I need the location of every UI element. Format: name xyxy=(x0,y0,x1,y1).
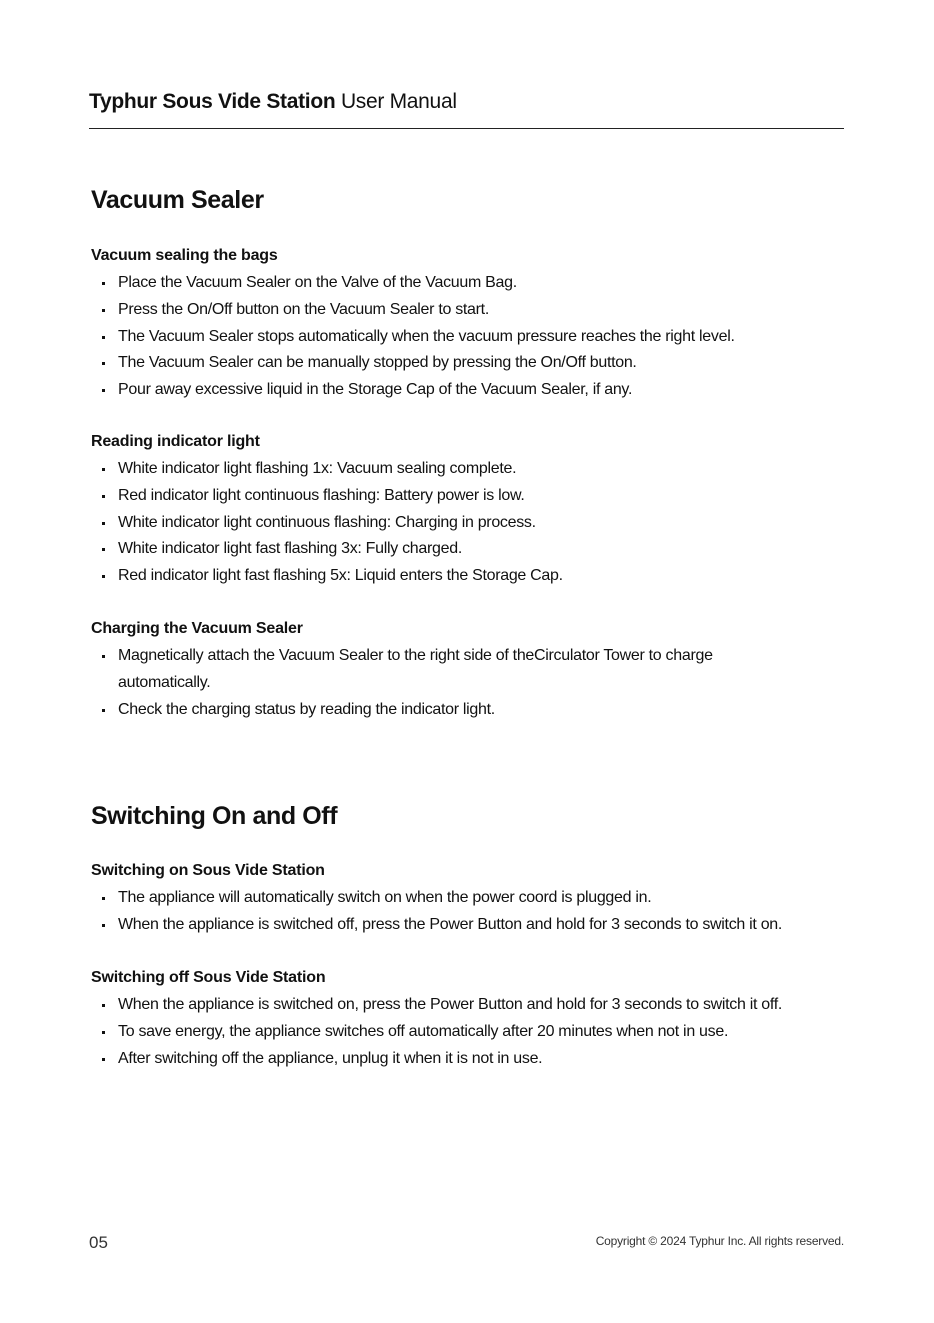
list-item xyxy=(91,456,871,483)
bullet-icon xyxy=(102,389,105,392)
list-item-text: Red indicator light continuous flashing: Battery power is low. xyxy=(118,486,525,504)
copyright-notice: Copyright © 2024 Typhur Inc. All rights reserved. xyxy=(595,1234,844,1248)
list-item-text: Red indicator light fast flashing 5x: Liquid enters the Storage Cap. xyxy=(118,567,563,585)
list-item xyxy=(91,1046,871,1073)
list-charging-vacuum-sealer xyxy=(91,643,791,723)
page-number: 05 xyxy=(89,1233,108,1252)
heading-charging-vacuum-sealer: Charging the Vacuum Sealer xyxy=(91,620,303,637)
list-item xyxy=(91,992,871,1019)
bullet-icon xyxy=(102,309,105,312)
heading-switching-on: Switching on Sous Vide Station xyxy=(91,862,325,879)
list-item xyxy=(91,643,791,697)
list-item-text: The Vacuum Sealer stops automatically when the vacuum pressure reaches the right level. xyxy=(118,327,735,345)
bullet-icon xyxy=(102,655,105,658)
document-subtitle: User Manual xyxy=(340,90,457,113)
bullet-icon xyxy=(102,548,105,551)
section-title-switching-on-off: Switching On and Off xyxy=(91,802,338,830)
list-item-text: When the appliance is switched off, press the Power Button and hold for 3 seconds to switch it on. xyxy=(118,915,783,933)
bullet-icon xyxy=(102,282,105,285)
list-item-text: Magnetically attach the Vacuum Sealer to the right side of theCirculator Tower to charge automatically. xyxy=(118,647,713,691)
list-item xyxy=(91,1019,871,1046)
heading-switching-off: Switching off Sous Vide Station xyxy=(91,969,326,986)
list-item-text: The Vacuum Sealer can be manually stopped by pressing the On/Off button. xyxy=(118,354,637,372)
bullet-icon xyxy=(102,575,105,578)
bullet-icon xyxy=(102,1031,105,1034)
bullet-icon xyxy=(102,1058,105,1061)
list-item xyxy=(91,563,871,590)
list-item xyxy=(91,697,791,724)
list-item-text: Place the Vacuum Sealer on the Valve of the Vacuum Bag. xyxy=(118,274,517,291)
list-item-text: Press the On/Off button on the Vacuum Sealer to start. xyxy=(118,300,489,318)
bullet-icon xyxy=(102,336,105,339)
list-item-text: When the appliance is switched on, press the Power Button and hold for 3 seconds to switch it off. xyxy=(118,996,783,1013)
list-item-text: After switching off the appliance, unplug it when it is not in use. xyxy=(118,1049,543,1067)
heading-reading-indicator-light: Reading indicator light xyxy=(91,433,260,450)
bullet-icon xyxy=(102,362,105,365)
list-item-text: White indicator light continuous flashing: Charging in process. xyxy=(118,513,536,531)
bullet-icon xyxy=(102,897,105,900)
list-item xyxy=(91,536,871,563)
list-reading-indicator-light xyxy=(91,456,871,590)
list-vacuum-sealing xyxy=(91,270,871,404)
list-item xyxy=(91,885,871,912)
bullet-icon xyxy=(102,495,105,498)
list-item xyxy=(91,912,871,939)
list-item xyxy=(91,377,871,404)
bullet-icon xyxy=(102,709,105,712)
bullet-icon xyxy=(102,522,105,525)
list-item xyxy=(91,297,871,324)
list-item-text: White indicator light flashing 1x: Vacuum sealing complete. xyxy=(118,460,517,477)
page-header xyxy=(89,88,844,116)
list-item-text: Check the charging status by reading the indicator light. xyxy=(118,700,495,718)
list-switching-off xyxy=(91,992,871,1072)
bullet-icon xyxy=(102,1004,105,1007)
list-item-text: The appliance will automatically switch on when the power coord is plugged in. xyxy=(118,889,652,906)
bullet-icon xyxy=(102,924,105,927)
section-title-vacuum-sealer: Vacuum Sealer xyxy=(91,186,264,214)
list-item xyxy=(91,510,871,537)
header-divider xyxy=(89,128,844,129)
list-item-text: Pour away excessive liquid in the Storage Cap of the Vacuum Sealer, if any. xyxy=(118,381,633,399)
list-item-text: White indicator light fast flashing 3x: Fully charged. xyxy=(118,540,462,558)
bullet-icon xyxy=(102,468,105,471)
list-switching-on xyxy=(91,885,871,939)
list-item xyxy=(91,483,871,510)
list-item xyxy=(91,324,871,351)
list-item xyxy=(91,270,871,297)
heading-vacuum-sealing: Vacuum sealing the bags xyxy=(91,247,278,264)
list-item xyxy=(91,350,871,377)
document-brand: Typhur Sous Vide Station xyxy=(89,90,336,113)
list-item-text: To save energy, the appliance switches off automatically after 20 minutes when not in use. xyxy=(118,1022,729,1040)
